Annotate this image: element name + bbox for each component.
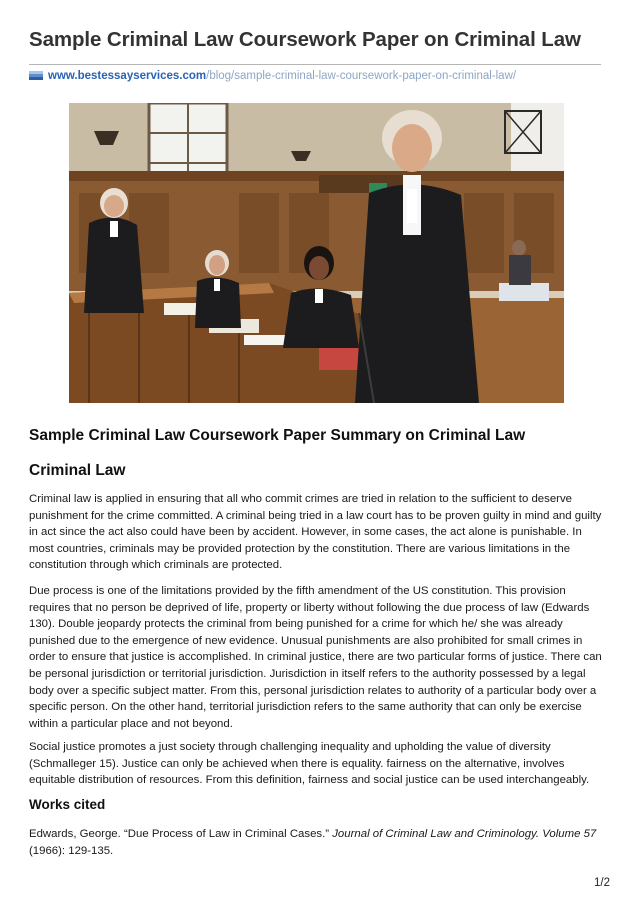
page-title: Sample Criminal Law Coursework Paper on Criminal Law — [29, 28, 581, 51]
works-cited-heading: Works cited — [29, 797, 106, 812]
citation — [29, 826, 609, 859]
paragraph: Social justice promotes a just society through challenging inequality and upholding the value of diversity (Schmalleger 15). Justice can only be achieved when there is equality. fairness on the alternative, involves equitable distribution of resources. From this definition, fairness and social justice can be used interchangeably. — [29, 741, 590, 787]
title-divider — [29, 64, 601, 65]
url-domain[interactable]: www.bestessayservices.com — [48, 70, 207, 82]
url-path[interactable]: /blog/sample-criminal-law-coursework-paper-on-criminal-law/ — [206, 70, 517, 82]
paragraph: Due process is one of the limitations provided by the fifth amendment of the US constitution. This provision requires that no person be deprived of life, property or liberty without following the due process of law (Edwards 130). Double jeopardy protects the criminal from being punished for a crime for which he/ she was already punished due to the emergence of new evidence. Unusual punishments are also prohibited for small crimes in order to ensure that justice is accomplished. In criminal justice, there are two particular forms of justice. There can be personal jurisdiction or territorial jurisdiction. Jurisdiction in itself refers to the authority possessed by a legal body over a specific subject matter. From this, personal jurisdiction relates to authority of a particular body over a specific person. On the other hand, territorial jurisdiction refers to the same authority that can only be exercise within a particular place and not beyond. — [29, 585, 602, 730]
source-url[interactable] — [29, 70, 516, 82]
summary-heading: Sample Criminal Law Coursework Paper Summary on Criminal Law — [29, 427, 526, 444]
citation-details: (1966): 129-135. — [29, 844, 114, 857]
citation-author: Edwards, George. “Due Process of Law in Criminal Cases.” — [29, 828, 333, 840]
citation-journal: Journal of Criminal Law and Criminology. Volume 57 — [332, 828, 597, 840]
page-number: 1/2 — [594, 877, 610, 889]
paragraph: Criminal law is applied in ensuring that all who commit crimes are tried in relation to the sufficient to deserve punishment for the crime committed. A criminal being tried in a law court has to be proven guilty in mind and guilty in act since the act also could have been by accident. However, in some cases, the act alone is punishable. In most countries, criminals may be provided protection by the constitution. There are various limitations in the constitution through which criminals are protected. — [29, 493, 602, 572]
courtroom-photo — [69, 103, 564, 403]
site-favicon-icon — [29, 71, 43, 80]
section-heading: Criminal Law — [29, 462, 126, 479]
